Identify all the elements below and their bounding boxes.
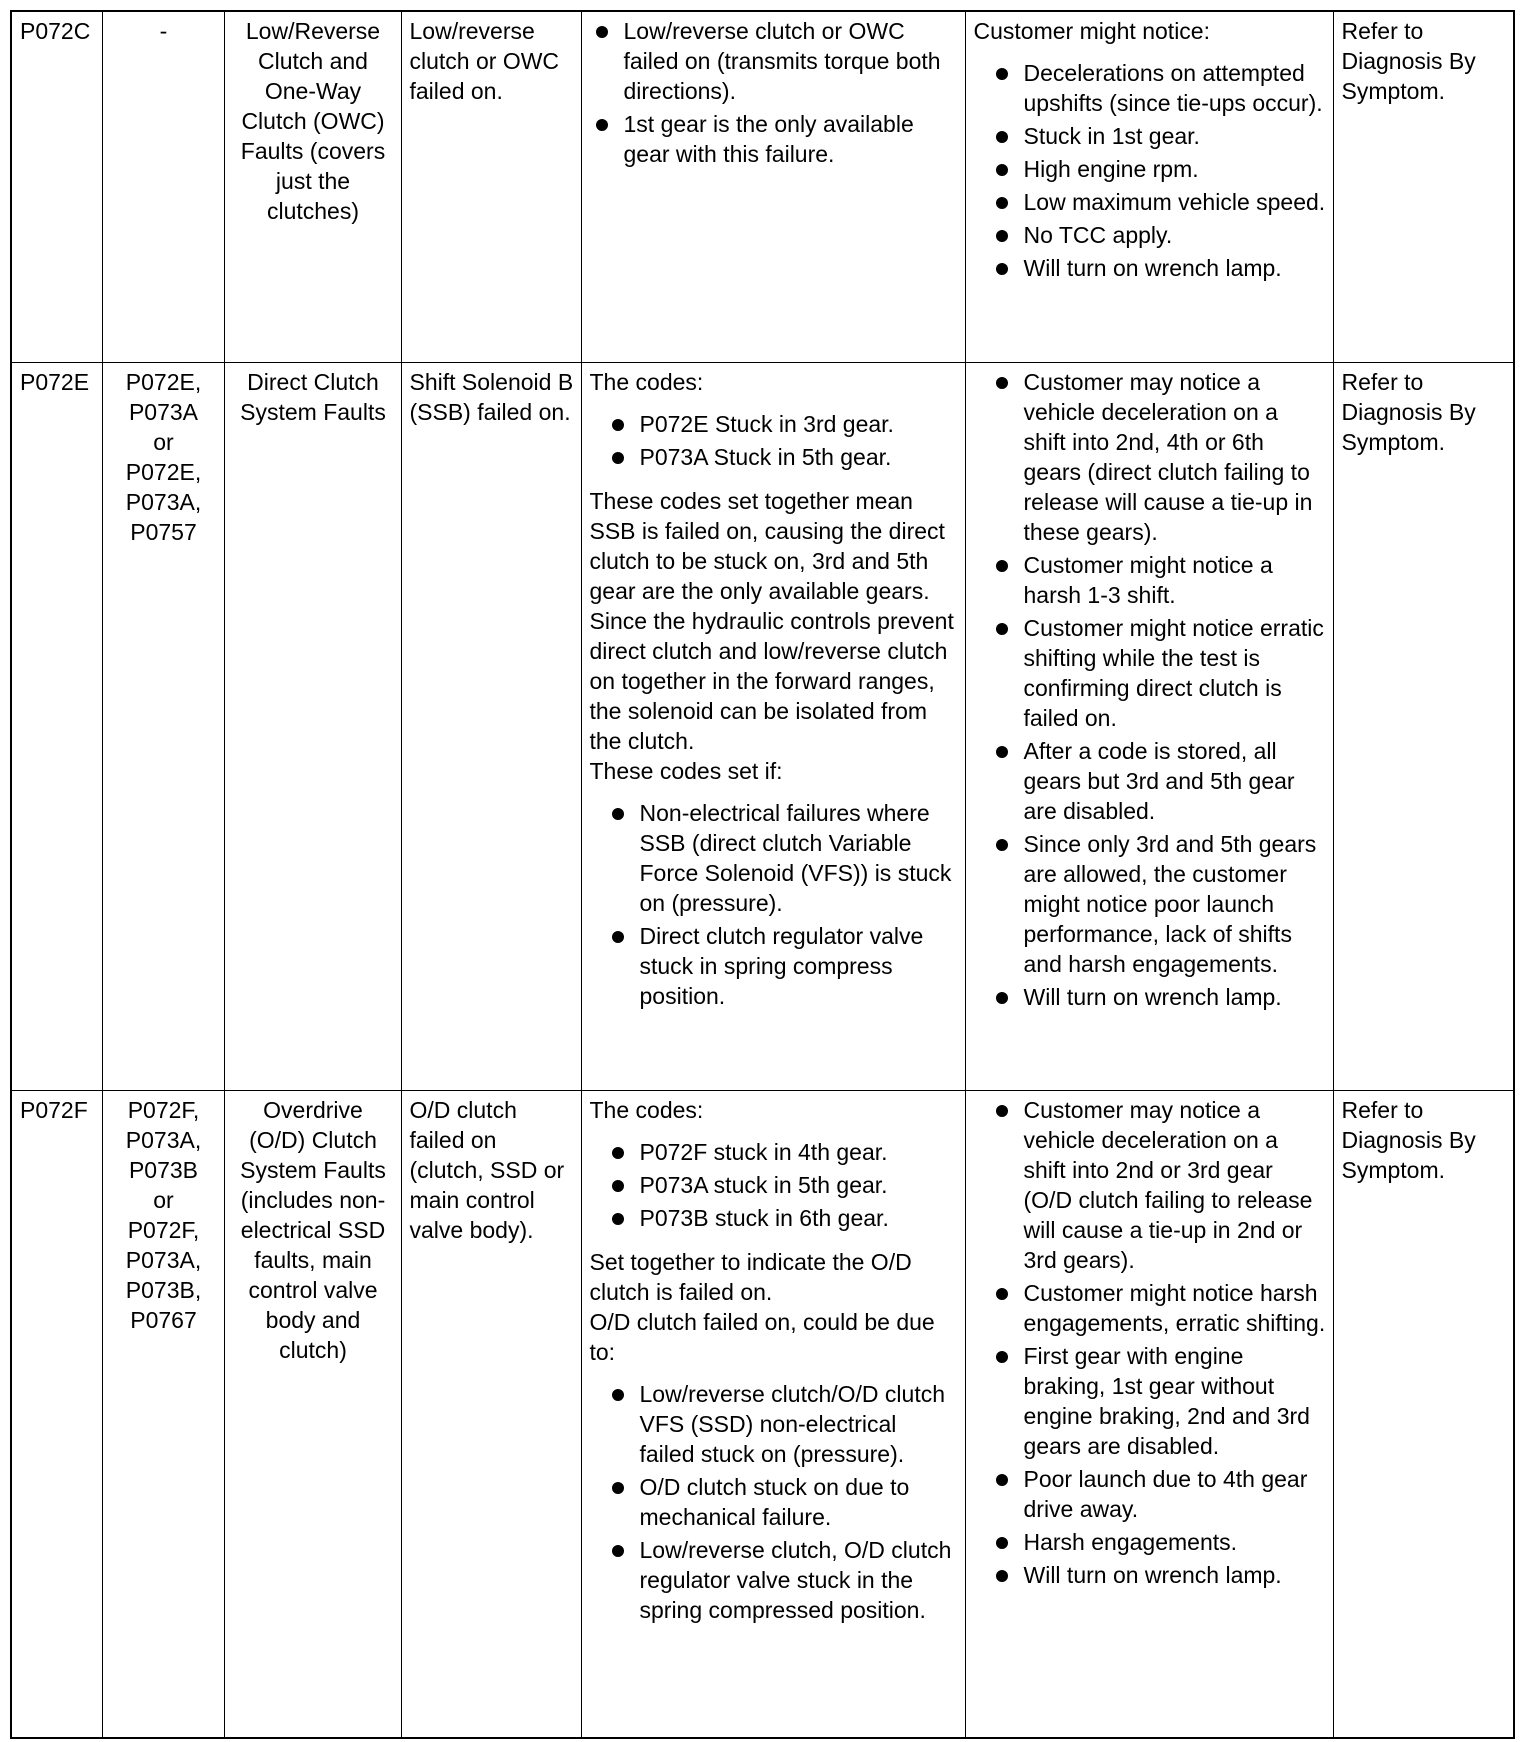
bullet-item: Customer may notice a vehicle deceleration on a shift into 2nd or 3rd gear (O/D clutch failing to release will cause a tie-up in 2nd or 3rd gears). — [990, 1095, 1326, 1275]
related-dtc-line: P072F, — [127, 1216, 200, 1243]
bullet-item: After a code is stored, all gears but 3rd and 5th gear are disabled. — [990, 736, 1326, 826]
related-dtc-line: P073A, — [125, 1246, 202, 1273]
bullet-item: Harsh engagements. — [990, 1527, 1326, 1557]
dtc-cell: P072E — [11, 362, 102, 1090]
bullet-item: First gear with engine braking, 1st gear without engine braking, 2nd and 3rd gears are disabled. — [990, 1341, 1326, 1461]
related-dtc-line: P072E, — [125, 458, 202, 485]
bullet-item: Since only 3rd and 5th gears are allowed, the customer might notice poor launch performance, lack of shifts and harsh engagements. — [990, 829, 1326, 979]
bullet-item: Will turn on wrench lamp. — [990, 982, 1326, 1012]
condition-cell: O/D clutch failed on (clutch, SSD or main control valve body). — [401, 1090, 581, 1738]
explanation-cell — [581, 11, 965, 362]
bullet-item: Low/reverse clutch or OWC failed on (transmits torque both directions). — [590, 16, 958, 106]
bullet-item: High engine rpm. — [990, 154, 1326, 184]
bullet-item: Will turn on wrench lamp. — [990, 1560, 1326, 1590]
action-cell: Refer to Diagnosis By Symptom. — [1333, 1090, 1514, 1738]
dtc-cell: P072C — [11, 11, 102, 362]
related-dtc-cell — [102, 362, 224, 1090]
related-dtc-line: P072E, — [125, 368, 202, 395]
related-dtc-line: - — [159, 18, 168, 44]
bullet-item: O/D clutch stuck on due to mechanical failure. — [606, 1472, 958, 1532]
bullet-item: Stuck in 1st gear. — [990, 121, 1326, 151]
bullet-item: No TCC apply. — [990, 220, 1326, 250]
bullet-item: Will turn on wrench lamp. — [990, 253, 1326, 283]
bullet-item: 1st gear is the only available gear with this failure. — [590, 109, 958, 169]
symptom-intro: Customer might notice: — [973, 18, 1210, 44]
explanation-bullets-2 — [590, 1379, 958, 1625]
description-cell: Direct Clutch System Faults — [224, 362, 401, 1090]
explanation-intro: The codes: — [589, 368, 704, 395]
explanation-paragraph: Set together to indicate the O/D clutch is failed on. O/D clutch failed on, could be due to: — [589, 1248, 935, 1365]
condition-cell: Low/reverse clutch or OWC failed on. — [401, 11, 581, 362]
symptom-bullets — [974, 1095, 1326, 1590]
related-dtc-line: P0767 — [130, 1306, 197, 1333]
bullet-item: Low/reverse clutch, O/D clutch regulator valve stuck in the spring compressed position. — [606, 1535, 958, 1625]
symptom-cell — [965, 1090, 1333, 1738]
bullet-item: P073B stuck in 6th gear. — [606, 1203, 958, 1233]
related-dtc-line: P073A, — [125, 488, 202, 515]
symptom-cell — [965, 362, 1333, 1090]
condition-cell: Shift Solenoid B (SSB) failed on. — [401, 362, 581, 1090]
bullet-item: P073A Stuck in 5th gear. — [606, 442, 958, 472]
related-dtc-cell — [102, 11, 224, 362]
related-dtc-line: P073A, — [125, 1126, 202, 1153]
explanation-bullets — [590, 16, 958, 169]
explanation-intro: The codes: — [589, 1096, 704, 1123]
related-dtc-line: P072F, — [127, 1096, 200, 1123]
related-dtc-line: P073B, — [125, 1276, 202, 1303]
symptom-bullets — [974, 367, 1326, 1012]
bullet-item: Customer might notice harsh engagements, erratic shifting. — [990, 1278, 1326, 1338]
bullet-item: Non-electrical failures where SSB (direct clutch Variable Force Solenoid (VFS)) is stuck on (pressure). — [606, 798, 958, 918]
description-cell: Overdrive (O/D) Clutch System Faults (includes non-electrical SSD faults, main control valve body and clutch) — [224, 1090, 401, 1738]
action-cell: Refer to Diagnosis By Symptom. — [1333, 362, 1514, 1090]
action-cell: Refer to Diagnosis By Symptom. — [1333, 11, 1514, 362]
dtc-cell: P072F — [11, 1090, 102, 1738]
bullet-item: Customer might notice erratic shifting while the test is confirming direct clutch is failed on. — [990, 613, 1326, 733]
explanation-cell — [581, 1090, 965, 1738]
table-row — [11, 362, 1514, 1090]
bullet-item: P072F stuck in 4th gear. — [606, 1137, 958, 1167]
bullet-item: Low maximum vehicle speed. — [990, 187, 1326, 217]
bullet-item: Customer may notice a vehicle deceleration on a shift into 2nd, 4th or 6th gears (direct clutch failing to release will cause a tie-up in these gears). — [990, 367, 1326, 547]
related-dtc-line: P073A — [128, 398, 199, 425]
bullet-item: Customer might notice a harsh 1-3 shift. — [990, 550, 1326, 610]
table-row — [11, 1090, 1514, 1738]
explanation-bullets — [590, 409, 958, 472]
table-row — [11, 11, 1514, 362]
related-dtc-line: or — [153, 428, 174, 455]
bullet-item: Low/reverse clutch/O/D clutch VFS (SSD) non-electrical failed stuck on (pressure). — [606, 1379, 958, 1469]
related-dtc-line: or — [153, 1186, 174, 1213]
related-dtc-line: P073B — [128, 1156, 199, 1183]
diagnostic-table — [10, 10, 1515, 1739]
bullet-item: P072E Stuck in 3rd gear. — [606, 409, 958, 439]
bullet-item: P073A stuck in 5th gear. — [606, 1170, 958, 1200]
related-dtc-cell — [102, 1090, 224, 1738]
symptom-bullets — [974, 58, 1326, 283]
description-cell: Low/Reverse Clutch and One-Way Clutch (OWC) Faults (covers just the clutches) — [224, 11, 401, 362]
related-dtc-line: P0757 — [130, 518, 197, 545]
bullet-item: Decelerations on attempted upshifts (since tie-ups occur). — [990, 58, 1326, 118]
explanation-paragraph: These codes set together mean SSB is failed on, causing the direct clutch to be stuck on, 3rd and 5th gear are the only available gears. Since the hydraulic controls prevent direct clutch and low/reverse clutch on together in the forward ranges, the solenoid can be isolated from the clutch. These codes set if: — [589, 487, 954, 784]
explanation-bullets — [590, 1137, 958, 1233]
explanation-cell — [581, 362, 965, 1090]
explanation-bullets-2 — [590, 798, 958, 1011]
bullet-item: Poor launch due to 4th gear drive away. — [990, 1464, 1326, 1524]
bullet-item: Direct clutch regulator valve stuck in spring compress position. — [606, 921, 958, 1011]
symptom-cell — [965, 11, 1333, 362]
